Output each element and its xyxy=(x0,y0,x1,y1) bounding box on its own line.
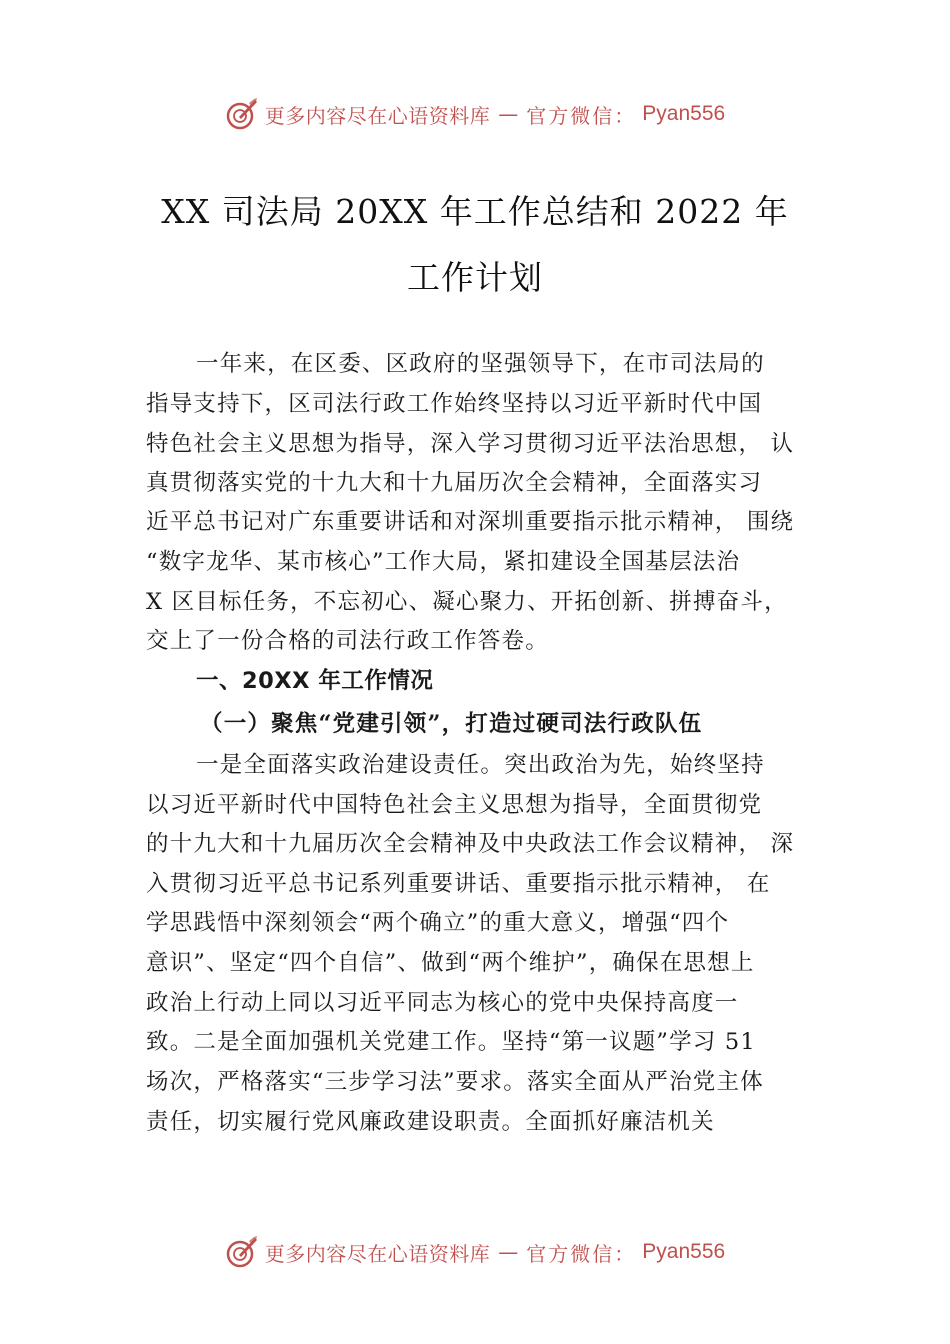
paragraph-1-line: 近平总书记对广东重要讲话和对深圳重要指示批示精神， 围绕 xyxy=(146,509,795,535)
watermark-header xyxy=(0,94,950,134)
paragraph-2-line: 政治上行动上同以习近平同志为核心的党中央保持高度一 xyxy=(146,990,739,1016)
watermark-separator: — xyxy=(498,102,519,126)
paragraph-1-line: X 区目标任务，不忘初心、凝心聚力、开拓创新、拼搏奋斗， xyxy=(146,589,788,615)
watermark-wechat-id: Pyan556 xyxy=(642,1240,726,1263)
watermark-wechat-label: 官方微信： xyxy=(526,1241,637,1266)
paragraph-2-line: 学思践悟中深刻领会“两个确立”的重大意义，增强“四个 xyxy=(146,910,730,936)
paragraph-2-line: 的十九大和十九届历次全会精神及中央政法工作会议精神， 深 xyxy=(146,831,795,857)
paragraph-1-line: 交上了一份合格的司法行政工作答卷。 xyxy=(146,628,549,654)
paragraph-2-line: 场次，严格落实“三步学习法”要求。落实全面从严治党主体 xyxy=(146,1069,764,1095)
document-title-line-1: XX 司法局 20XX 年工作总结和 2022 年 xyxy=(161,192,789,231)
paragraph-1-line: 指导支持下，区司法行政工作始终坚持以习近平新时代中国 xyxy=(146,391,763,417)
paragraph-2-line: 以习近平新时代中国特色社会主义思想为指导，全面贯彻党 xyxy=(146,792,763,818)
watermark-wechat-label: 官方微信： xyxy=(526,103,637,128)
quill-pen-logo-icon xyxy=(225,1235,259,1269)
paragraph-1-line: “数字龙华、某市核心”工作大局，紧扣建设全国基层法治 xyxy=(146,549,741,575)
section-heading-1: 一、20XX 年工作情况 xyxy=(196,668,434,694)
paragraph-1-line: 真贯彻落实党的十九大和十九届历次全会精神，全面落实习 xyxy=(146,470,763,496)
document-title-line-2: 工作计划 xyxy=(407,258,543,297)
watermark-wechat-id: Pyan556 xyxy=(642,102,726,125)
watermark-site-text: 更多内容尽在心语资料库 xyxy=(264,1241,491,1266)
quill-pen-logo-icon xyxy=(225,97,259,131)
subsection-heading-1: （一）聚焦“党建引领”，打造过硬司法行政队伍 xyxy=(200,711,703,737)
paragraph-2-line: 责任，切实履行党风廉政建设职责。全面抓好廉洁机关 xyxy=(146,1109,715,1135)
watermark-separator: — xyxy=(498,1240,519,1264)
paragraph-2-line: 意识”、坚定“四个自信”、做到“两个维护”，确保在思想上 xyxy=(146,950,755,976)
watermark-site-text: 更多内容尽在心语资料库 xyxy=(264,103,491,128)
watermark-footer xyxy=(0,1232,950,1272)
paragraph-2-line: 一是全面落实政治建设责任。突出政治为先，始终坚持 xyxy=(196,752,765,778)
paragraph-2-line: 致。二是全面加强机关党建工作。坚持“第一议题”学习 51 xyxy=(146,1029,756,1055)
paragraph-1-line: 特色社会主义思想为指导，深入学习贯彻习近平法治思想， 认 xyxy=(146,431,795,457)
paragraph-1-line: 一年来，在区委、区政府的坚强领导下，在市司法局的 xyxy=(196,351,765,377)
paragraph-2-line: 入贯彻习近平总书记系列重要讲话、重要指示批示精神， 在 xyxy=(146,871,771,897)
